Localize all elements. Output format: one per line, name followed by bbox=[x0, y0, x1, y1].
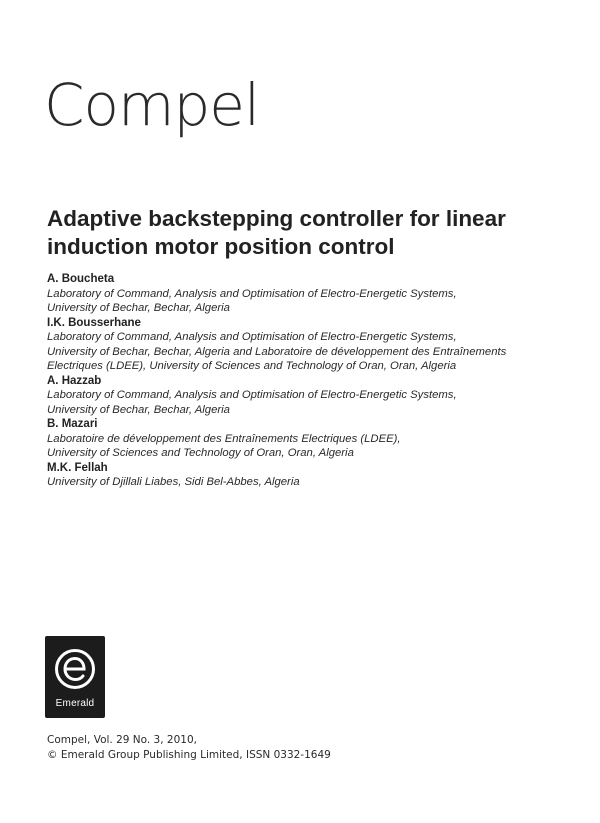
author-affiliation: Laboratory of Command, Analysis and Optimisation of Electro-Energetic Systems, bbox=[47, 331, 457, 343]
author-entry bbox=[47, 374, 587, 418]
author-affiliation: Electriques (LDEE), University of Sciences and Technology of Oran, Oran, Algeria bbox=[47, 360, 457, 372]
author-entry bbox=[47, 417, 587, 461]
author-affiliation: University of Bechar, Bechar, Algeria bbox=[47, 302, 230, 314]
article-title-line: Adaptive backstepping controller for linear bbox=[47, 206, 506, 231]
author-affiliation: University of Bechar, Bechar, Algeria bbox=[47, 403, 230, 416]
author-entry bbox=[47, 316, 587, 374]
author-affiliation: Laboratory of Command, Analysis and Optimisation of Electro-Energetic Systems, bbox=[47, 389, 457, 401]
author-entry bbox=[47, 272, 587, 316]
author-affiliation: University of Djillali Liabes, Sidi Bel-Abbes, Algeria bbox=[47, 476, 300, 488]
emerald-logo-icon bbox=[53, 646, 97, 692]
author-entry bbox=[47, 461, 587, 490]
author-name: B. Mazari bbox=[47, 418, 98, 430]
author-affiliation: University of Bechar, Bechar, Algeria and Laboratoire de développement des Entraînements bbox=[47, 345, 507, 358]
journal-title: Compel bbox=[44, 71, 260, 139]
author-name: M.K. Fellah bbox=[47, 461, 108, 474]
author-name: A. Hazzab bbox=[47, 374, 102, 387]
author-name: I.K. Bousserhane bbox=[47, 316, 141, 329]
author-affiliation: Laboratory of Command, Analysis and Optimisation of Electro-Energetic Systems, bbox=[47, 287, 457, 300]
citation-copyright: © Emerald Group Publishing Limited, ISSN 0332-1649 bbox=[47, 749, 331, 761]
author-affiliation: Laboratoire de développement des Entraînements Electriques (LDEE), bbox=[47, 432, 401, 445]
citation-volume: Compel, Vol. 29 No. 3, 2010, bbox=[47, 734, 197, 746]
author-list bbox=[47, 272, 587, 490]
article-title-line: induction motor position control bbox=[47, 234, 395, 259]
emerald-logo bbox=[45, 636, 105, 718]
author-affiliation: University of Sciences and Technology of Oran, Oran, Algeria bbox=[47, 447, 354, 459]
author-name: A. Boucheta bbox=[47, 273, 115, 285]
emerald-logo-text: Emerald bbox=[55, 698, 95, 709]
citation-block bbox=[47, 733, 331, 763]
article-title bbox=[47, 205, 567, 261]
